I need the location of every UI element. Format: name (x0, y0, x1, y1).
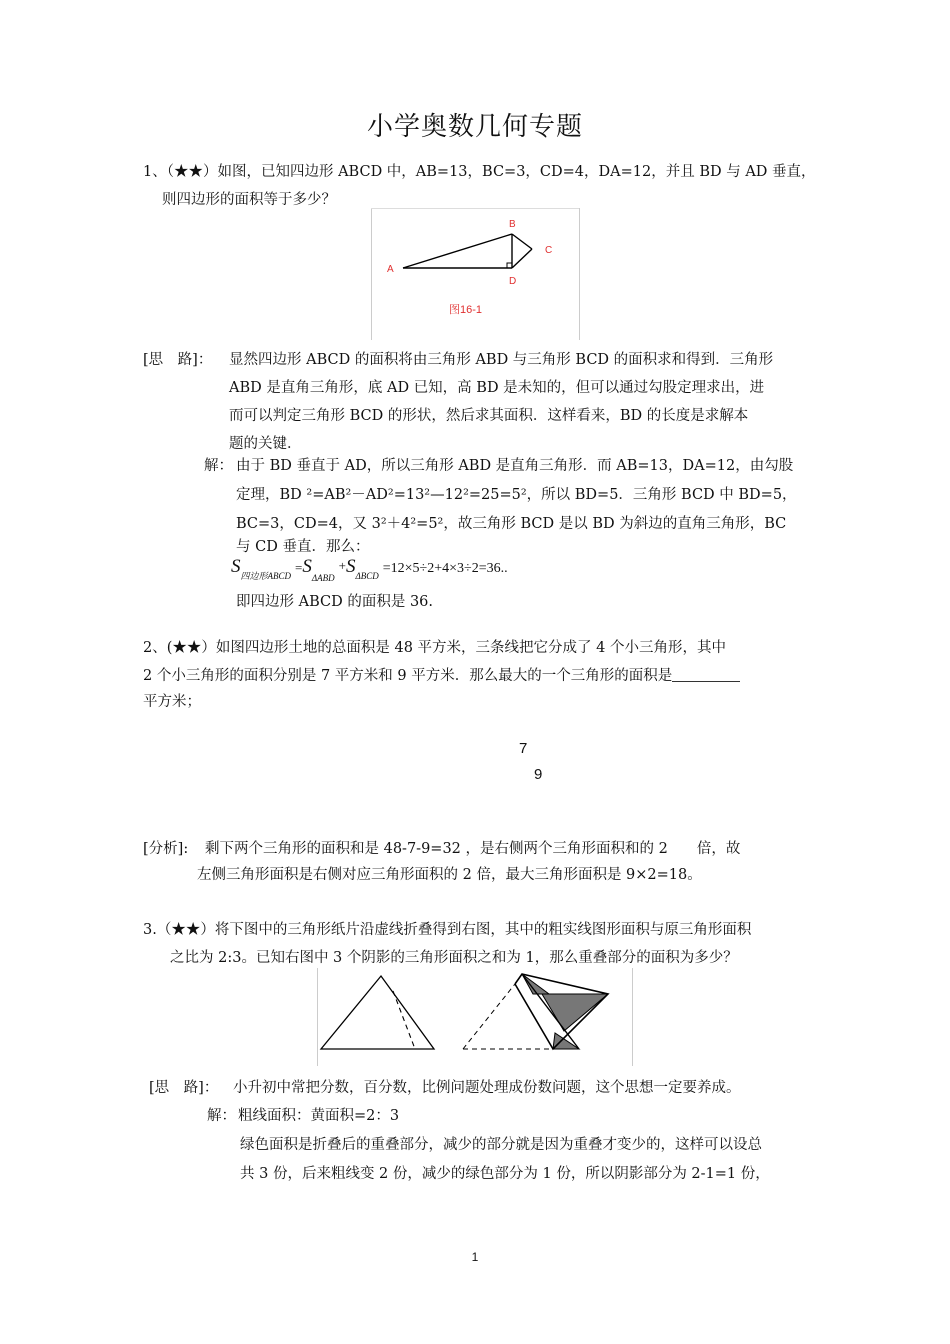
q2-line1: 2、(★★）如图四边形土地的总面积是 48 平方米，三条线把它分成了 4 个小三角形，其中 (143, 640, 726, 656)
q1-figure (371, 208, 581, 340)
q2-analysis-label: [分析]: (143, 841, 189, 857)
q1-approach-label: [思 路]： (143, 352, 213, 368)
q1-area-formula: $S_{四边形ABCD} =S_{\Delta ABD} +S_{\Delta BCD} =12\times 5\div 2+4\times 3\div 2=36$.. (231, 556, 508, 583)
q2-figure-value-9: 9 (534, 766, 543, 783)
q3-solution-label: 解： (207, 1108, 236, 1124)
q2-analysis-line1: 剩下两个三角形的面积和是 48-7-9=32 ，是右侧两个三角形面积和的 2 倍，故 (205, 841, 741, 857)
q1-conclusion: 即四边形 ABCD 的面积是 36. (236, 594, 434, 610)
page-title: 小学奥数几何专题 (366, 112, 583, 142)
q2-line2: 2 个小三角形的面积分别是 7 平方米和 9 平方米．那么最大的一个三角形的面积是 (143, 662, 740, 691)
page-number: 1 (471, 1250, 479, 1264)
q1-solution-line2: 定理，BD ²=AB²－AD²=13²—12²=25=5²，所以 BD=5．三角形 BCD 中 BD=5， (236, 487, 797, 503)
label-d: D (509, 276, 517, 287)
original-triangle (321, 976, 434, 1049)
q3-figure (317, 968, 635, 1066)
q1-line2: 则四边形的面积等于多少？ (162, 192, 336, 208)
q1-solution-line3: BC=3，CD=4，又 3²＋4²=5²，故三角形 BCD 是以 BD 为斜边的直角三角形，BC (236, 516, 787, 532)
folded-dashed-edge (463, 984, 515, 1049)
q3-solution-line3: 共 3 份，后来粗线变 2 份，减少的绿色部分为 1 份，所以阴影部分为 2-1=1 份， (240, 1166, 770, 1182)
q1-solution-label: 解： (204, 458, 233, 474)
segment-cd (512, 249, 532, 268)
q1-approach-line4: 题的关键． (229, 436, 302, 452)
answer-blank (672, 667, 740, 682)
q2-line3: 平方米； (143, 694, 201, 710)
q2-analysis-line2: 左侧三角形面积是右侧对应三角形面积的 2 倍，最大三角形面积是 9×2=18。 (197, 867, 702, 883)
q3-solution-line1: 粗线面积：黄面积=2：3 (238, 1108, 400, 1124)
q3-line1: 3.（★★）将下图中的三角形纸片沿虚线折叠得到右图，其中的粗实线图形面积与原三角形面积 (143, 922, 752, 938)
q1-approach-line2: ABD 是直角三角形，底 AD 已知，高 BD 是未知的，但可以通过勾股定理求出，进 (229, 380, 765, 396)
label-b: B (509, 219, 516, 230)
label-c: C (545, 245, 553, 256)
q3-approach-label: [思 路]： (149, 1080, 219, 1096)
q1-solution-line4: 与 CD 垂直．那么： (236, 539, 370, 555)
fold-line (393, 991, 415, 1049)
segment-ab (403, 234, 512, 268)
q1-line1: 1、（★★）如图，已知四边形 ABCD 中，AB=13，BC=3，CD=4，DA=12，并且 BD 与 AD 垂直， (143, 164, 816, 180)
q3-solution-line2: 绿色面积是折叠后的重叠部分，减少的部分就是因为重叠才变少的，这样可以设总 (240, 1137, 762, 1153)
label-a: A (387, 264, 394, 275)
q3-line2: 之比为 2:3。已知右图中 3 个阴影的三角形面积之和为 1，那么重叠部分的面积为多少？ (170, 950, 738, 966)
segment-bc (512, 234, 532, 249)
q1-approach-line3: 而可以判定三角形 BCD 的形状，然后求其面积．这样看来，BD 的长度是求解本 (229, 408, 749, 424)
q1-solution-line1: 由于 BD 垂直于 AD，所以三角形 ABD 是直角三角形．而 AB=13，DA=12，由勾股 (236, 458, 794, 474)
q3-approach-text: 小升初中常把分数，百分数，比例问题处理成份数问题，这个思想一定要养成。 (233, 1080, 741, 1096)
figure-caption: 图16-1 (449, 304, 483, 316)
q2-figure-value-7: 7 (519, 740, 528, 757)
q1-approach-line1: 显然四边形 ABCD 的面积将由三角形 ABD 与三角形 BCD 的面积求和得到．三角形 (229, 352, 774, 368)
